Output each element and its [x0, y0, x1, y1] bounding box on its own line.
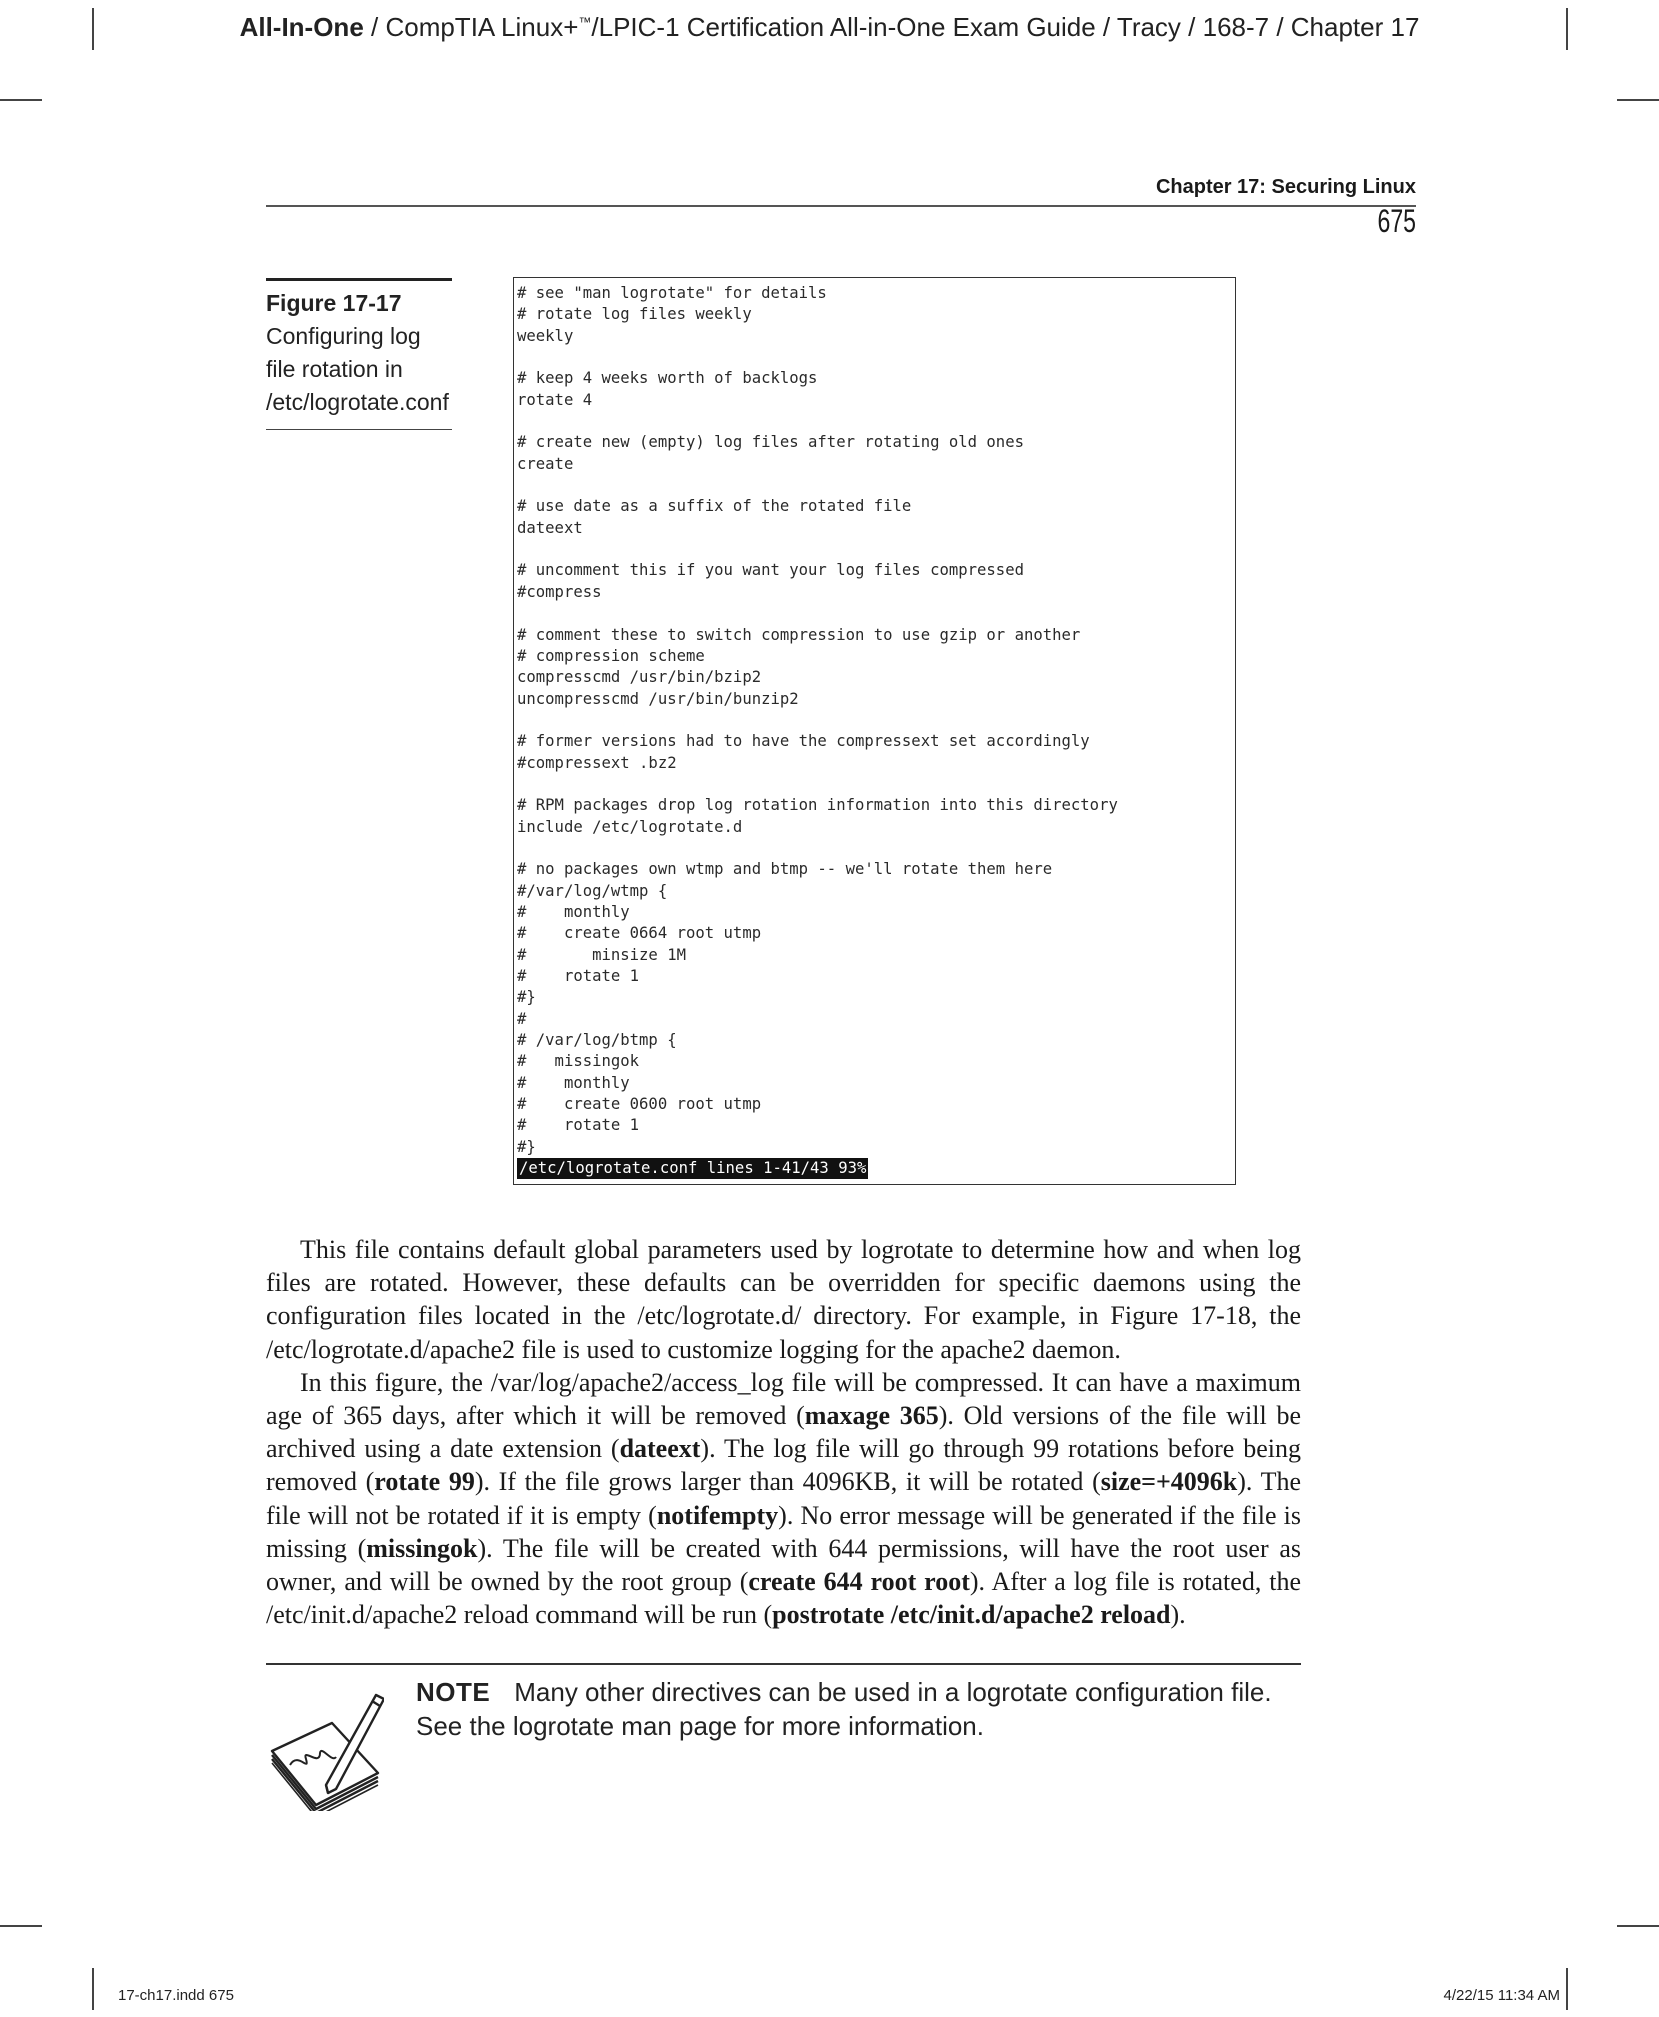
terminal-line: # minsize 1M: [517, 945, 686, 964]
terminal-line: # use date as a suffix of the rotated file: [517, 497, 912, 516]
terminal-line: [517, 539, 1235, 560]
terminal-screenshot: [513, 277, 1236, 1185]
paragraph: This file contains default global parameters used by logrotate to determine how and when log files are rotated. However, these defaults can be overridden for specific daemons using the configuration files located in the /etc/logrotate.d/ directory. For example, in Figure 17-18, the /etc/logrotate.d/apache2 file is used to customize logging for the apache2 daemon.: [266, 1235, 1301, 1364]
terminal-line: # create new (empty) log files after rotating old ones: [517, 433, 1024, 452]
directive: rotate 99: [374, 1467, 475, 1497]
terminal-line: [517, 603, 1235, 624]
terminal-line: include /etc/logrotate.d: [517, 817, 743, 836]
figure-label: Figure 17-17: [266, 290, 402, 316]
directive: create 644 root root: [748, 1567, 970, 1597]
terminal-line: [517, 774, 1235, 795]
body-text: [266, 1233, 1301, 1631]
directive: size=+4096k: [1100, 1467, 1238, 1497]
note-text: [416, 1675, 1301, 1743]
terminal-line: # create 0664 root utmp: [517, 924, 762, 943]
terminal-line: create: [517, 454, 574, 473]
terminal-line: # rotate log files weekly: [517, 305, 752, 324]
terminal-line: # no packages own wtmp and btmp -- we'll rotate them here: [517, 860, 1053, 879]
figure-description: Configuring log file rotation in /etc/logrotate.conf: [266, 323, 449, 415]
crop-mark: [92, 1968, 94, 2010]
crop-mark: [1617, 99, 1659, 101]
terminal-line: # create 0600 root utmp: [517, 1095, 762, 1114]
note-label: NOTE: [416, 1677, 491, 1707]
terminal-line: # uncomment this if you want your log files compressed: [517, 561, 1024, 580]
directive: notifempty: [656, 1500, 779, 1530]
terminal-line: #/var/log/wtmp {: [517, 881, 668, 900]
terminal-line: [517, 475, 1235, 496]
series-name: All-In-One: [239, 12, 364, 42]
terminal-line: weekly: [517, 326, 574, 345]
book-title: / CompTIA Linux+: [363, 12, 579, 42]
crop-mark: [1617, 1925, 1659, 1927]
terminal-line: # comment these to switch compression to use gzip or another: [517, 625, 1081, 644]
terminal-lines: [517, 283, 1235, 1158]
crop-mark: [1566, 1968, 1568, 2010]
directive: postrotate /etc/init.d/apache2 reload: [772, 1600, 1171, 1630]
crop-mark: [0, 99, 42, 101]
trademark: ™: [578, 14, 592, 30]
terminal-line: #}: [517, 988, 536, 1007]
terminal-line: # monthly: [517, 902, 630, 921]
terminal-line: # /var/log/btmp {: [517, 1031, 677, 1050]
pager-status-line: /etc/logrotate.conf lines 1-41/43 93%: [517, 1158, 868, 1179]
terminal-line: #compressext .bz2: [517, 753, 677, 772]
terminal-line: #compress: [517, 582, 602, 601]
terminal-line: compresscmd /usr/bin/bzip2: [517, 668, 762, 687]
directive: dateext: [619, 1434, 701, 1464]
file-slug: 17-ch17.indd 675: [118, 1987, 234, 2004]
page-number: 675: [1377, 203, 1416, 239]
terminal-line: [517, 347, 1235, 368]
figure-caption: [266, 278, 452, 430]
date-slug: 4/22/15 11:34 AM: [1443, 1987, 1560, 2004]
notepad-pencil-icon: [266, 1681, 384, 1811]
terminal-line: uncompresscmd /usr/bin/bunzip2: [517, 689, 799, 708]
note-body: Many other directives can be used in a logrotate configuration file. See the logrotate man page for more information.: [416, 1677, 1272, 1741]
directive: maxage 365: [804, 1401, 939, 1431]
chapter-heading: Chapter 17: Securing Linux: [266, 176, 1416, 207]
paragraph: In this figure, the /var/log/apache2/access_log file will be compressed. It can have a maximum age of 365 days, after which it will be removed (maxage 365). Old versions of the file will be archived using a date extension (dateext). The log file will go through 99 rotations before being removed (rotate 99). If the file grows larger than 4096KB, it will be rotated (size=+4096k). The file will not be rotated if it is empty (notifempty). No error message will be generated if the file is missing (missingok). The file will be created with 644 permissions, will have the root user as owner, and will be owned by the root group (create 644 root root). After a log file is rotated, the /etc/init.d/apache2 reload command will be run (postrotate /etc/init.d/apache2 reload).: [266, 1367, 1301, 1630]
crop-mark: [0, 1925, 42, 1927]
note-box: [266, 1663, 1301, 1743]
terminal-line: # RPM packages drop log rotation information into this directory: [517, 796, 1118, 815]
terminal-line: # keep 4 weeks worth of backlogs: [517, 369, 818, 388]
terminal-line: [517, 838, 1235, 859]
terminal-line: #: [517, 1009, 527, 1028]
terminal-line: rotate 4: [517, 390, 593, 409]
running-head: [0, 12, 1659, 43]
terminal-line: # monthly: [517, 1073, 630, 1092]
terminal-line: # missingok: [517, 1052, 640, 1071]
terminal-line: [517, 411, 1235, 432]
terminal-line: [517, 710, 1235, 731]
terminal-line: dateext: [517, 518, 583, 537]
book-title-rest: /LPIC-1 Certification All-in-One Exam Guide / Tracy / 168-7 / Chapter 17: [591, 12, 1420, 42]
terminal-line: # rotate 1: [517, 1116, 640, 1135]
directive: missingok: [366, 1533, 478, 1563]
terminal-line: # see "man logrotate" for details: [517, 284, 827, 302]
terminal-line: # rotate 1: [517, 967, 640, 985]
terminal-line: # compression scheme: [517, 646, 705, 665]
terminal-line: #}: [517, 1137, 536, 1156]
terminal-line: # former versions had to have the compressext set accordingly: [517, 732, 1090, 751]
